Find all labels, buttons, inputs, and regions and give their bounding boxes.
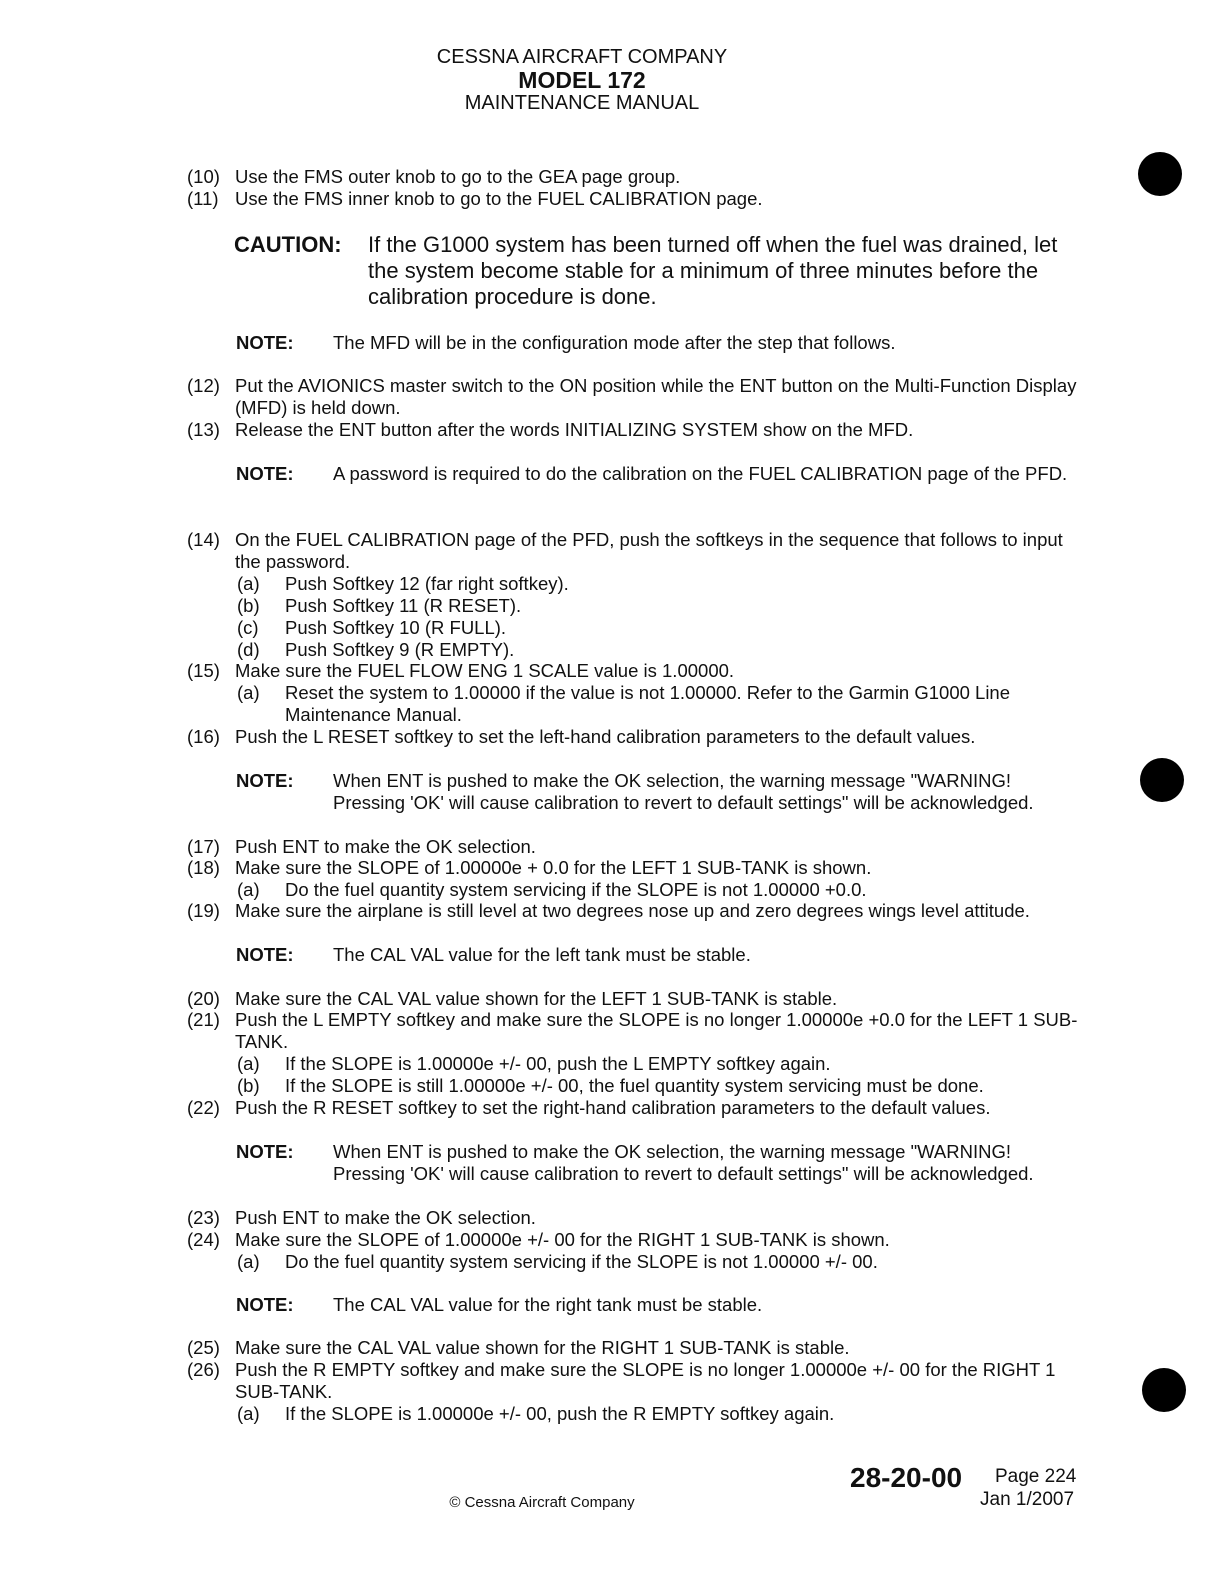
- step-22: [187, 1097, 1082, 1119]
- step-15a: [237, 682, 1082, 726]
- step-text: Push ENT to make the OK selection.: [235, 836, 536, 857]
- substep-text: If the SLOPE is 1.00000e +/- 00, push the R EMPTY softkey again.: [285, 1403, 835, 1424]
- step-19: [187, 900, 1082, 922]
- note-2: [236, 463, 1082, 485]
- step-26: [187, 1359, 1082, 1403]
- company-name: CESSNA AIRCRAFT COMPANY: [436, 46, 728, 68]
- step-10: [187, 166, 1082, 188]
- step-18a: [237, 879, 1082, 901]
- page-number: Page 224: [995, 1466, 1077, 1487]
- substep-text: Push Softkey 9 (R EMPTY).: [285, 639, 515, 660]
- note-text: When ENT is pushed to make the OK selection, the warning message "WARNING! Pressing 'OK' will cause calibration to revert to default settings" will be acknowledged.: [333, 770, 1034, 813]
- step-14: [187, 529, 1082, 573]
- step-text: On the FUEL CALIBRATION page of the PFD, push the softkeys in the sequence that follows to input the password.: [235, 529, 1063, 572]
- step-text: Use the FMS inner knob to go to the FUEL CALIBRATION page.: [235, 188, 763, 209]
- step-text: Push the R RESET softkey to set the right-hand calibration parameters to the default values.: [235, 1097, 991, 1118]
- step-21a: [237, 1053, 1082, 1075]
- note-3: [236, 770, 1082, 814]
- step-text: Make sure the SLOPE of 1.00000e + 0.0 for the LEFT 1 SUB-TANK is shown.: [235, 857, 872, 878]
- step-number: (14): [187, 529, 220, 550]
- revision-bullet: [1140, 758, 1184, 802]
- note-1: [236, 332, 1082, 354]
- step-text: Push the R EMPTY softkey and make sure the SLOPE is no longer 1.00000e +/- 00 for the RIGHT 1 SUB-TANK.: [235, 1359, 1056, 1402]
- step-number: (23): [187, 1207, 220, 1228]
- note-text: A password is required to do the calibration on the FUEL CALIBRATION page of the PFD.: [333, 463, 1068, 484]
- step-number: (24): [187, 1229, 220, 1250]
- revision-bullet: [1138, 152, 1182, 196]
- substep-text: Push Softkey 11 (R RESET).: [285, 595, 522, 616]
- step-text: Push ENT to make the OK selection.: [235, 1207, 536, 1228]
- step-text: Push the L RESET softkey to set the left-hand calibration parameters to the default values.: [235, 726, 976, 747]
- step-18: [187, 857, 1082, 879]
- step-24: [187, 1229, 1082, 1251]
- step-21: [187, 1009, 1082, 1053]
- step-number: (13): [187, 419, 220, 440]
- substep-label: (c): [237, 617, 259, 638]
- substep-label: (b): [237, 1075, 260, 1096]
- revision-date: Jan 1/2007: [980, 1489, 1075, 1510]
- step-14b: [237, 595, 1082, 617]
- step-text: Use the FMS outer knob to go to the GEA page group.: [235, 166, 681, 187]
- step-number: (20): [187, 988, 220, 1009]
- note-6: [236, 1294, 1082, 1316]
- step-number: (12): [187, 375, 220, 396]
- step-number: (10): [187, 166, 220, 187]
- step-text: Make sure the CAL VAL value shown for the RIGHT 1 SUB-TANK is stable.: [235, 1337, 850, 1358]
- step-text: Make sure the airplane is still level at two degrees nose up and zero degrees wings level attitude.: [235, 900, 1030, 921]
- step-15: [187, 660, 1082, 682]
- substep-text: If the SLOPE is still 1.00000e +/- 00, the fuel quantity system servicing must be done.: [285, 1075, 984, 1096]
- document-header: [0, 46, 1164, 114]
- note-label: NOTE:: [236, 944, 294, 965]
- step-number: (25): [187, 1337, 220, 1358]
- step-number: (17): [187, 836, 220, 857]
- step-24a: [237, 1251, 1082, 1273]
- step-14d: [237, 639, 1082, 661]
- step-text: Make sure the SLOPE of 1.00000e +/- 00 for the RIGHT 1 SUB-TANK is shown.: [235, 1229, 890, 1250]
- copyright: © Cessna Aircraft Company: [449, 1494, 635, 1511]
- step-number: (16): [187, 726, 220, 747]
- note-label: NOTE:: [236, 770, 294, 791]
- step-text: Put the AVIONICS master switch to the ON position while the ENT button on the Multi-Function Display (MFD) is held down.: [235, 375, 1077, 418]
- step-text: Release the ENT button after the words INITIALIZING SYSTEM show on the MFD.: [235, 419, 914, 440]
- step-number: (19): [187, 900, 220, 921]
- step-text: Push the L EMPTY softkey and make sure the SLOPE is no longer 1.00000e +0.0 for the LEFT 1 SUB-TANK.: [235, 1009, 1078, 1052]
- step-number: (22): [187, 1097, 220, 1118]
- revision-bullet: [1142, 1368, 1186, 1412]
- step-14c: [237, 617, 1082, 639]
- step-number: (26): [187, 1359, 220, 1380]
- step-12: [187, 375, 1082, 419]
- substep-label: (d): [237, 639, 260, 660]
- step-text: Make sure the CAL VAL value shown for the LEFT 1 SUB-TANK is stable.: [235, 988, 838, 1009]
- substep-label: (a): [237, 1251, 260, 1272]
- substep-text: Do the fuel quantity system servicing if the SLOPE is not 1.00000 +0.0.: [285, 879, 867, 900]
- substep-text: Reset the system to 1.00000 if the value is not 1.00000. Refer to the Garmin G1000 Line Maintenance Manual.: [285, 682, 1011, 725]
- substep-text: Push Softkey 10 (R FULL).: [285, 617, 507, 638]
- substep-label: (a): [237, 879, 260, 900]
- caution-label: CAUTION:: [234, 232, 342, 257]
- step-17: [187, 836, 1082, 858]
- substep-label: (a): [237, 573, 260, 594]
- chapter-code: 28-20-00: [850, 1462, 963, 1493]
- caution-block: [234, 232, 1084, 310]
- substep-text: If the SLOPE is 1.00000e +/- 00, push the L EMPTY softkey again.: [285, 1053, 831, 1074]
- manual-title: MAINTENANCE MANUAL: [464, 92, 700, 114]
- note-label: NOTE:: [236, 463, 294, 484]
- note-text: The MFD will be in the configuration mode after the step that follows.: [333, 332, 896, 353]
- note-label: NOTE:: [236, 1294, 294, 1315]
- step-16: [187, 726, 1082, 748]
- model-title: MODEL 172: [518, 67, 646, 93]
- step-number: (21): [187, 1009, 220, 1030]
- step-number: (11): [187, 188, 219, 209]
- step-number: (18): [187, 857, 220, 878]
- step-number: (15): [187, 660, 220, 681]
- substep-text: Do the fuel quantity system servicing if the SLOPE is not 1.00000 +/- 00.: [285, 1251, 878, 1272]
- note-text: The CAL VAL value for the right tank must be stable.: [333, 1294, 763, 1315]
- note-text: When ENT is pushed to make the OK selection, the warning message "WARNING! Pressing 'OK' will cause calibration to revert to default settings" will be acknowledged.: [333, 1141, 1034, 1184]
- step-23: [187, 1207, 1082, 1229]
- caution-text: If the G1000 system has been turned off when the fuel was drained, let the system become stable for a minimum of three minutes before the calibration procedure is done.: [368, 232, 1058, 309]
- note-5: [236, 1141, 1082, 1185]
- substep-label: (a): [237, 682, 260, 703]
- step-14a: [237, 573, 1082, 595]
- note-text: The CAL VAL value for the left tank must be stable.: [333, 944, 751, 965]
- substep-label: (b): [237, 595, 260, 616]
- step-21b: [237, 1075, 1082, 1097]
- substep-text: Push Softkey 12 (far right softkey).: [285, 573, 569, 594]
- note-label: NOTE:: [236, 332, 294, 353]
- step-26a: [237, 1403, 1082, 1425]
- step-25: [187, 1337, 1082, 1359]
- step-20: [187, 988, 1082, 1010]
- step-11: [187, 188, 1082, 210]
- note-4: [236, 944, 1082, 966]
- step-text: Make sure the FUEL FLOW ENG 1 SCALE value is 1.00000.: [235, 660, 735, 681]
- note-label: NOTE:: [236, 1141, 294, 1162]
- substep-label: (a): [237, 1403, 260, 1424]
- step-13: [187, 419, 1082, 441]
- substep-label: (a): [237, 1053, 260, 1074]
